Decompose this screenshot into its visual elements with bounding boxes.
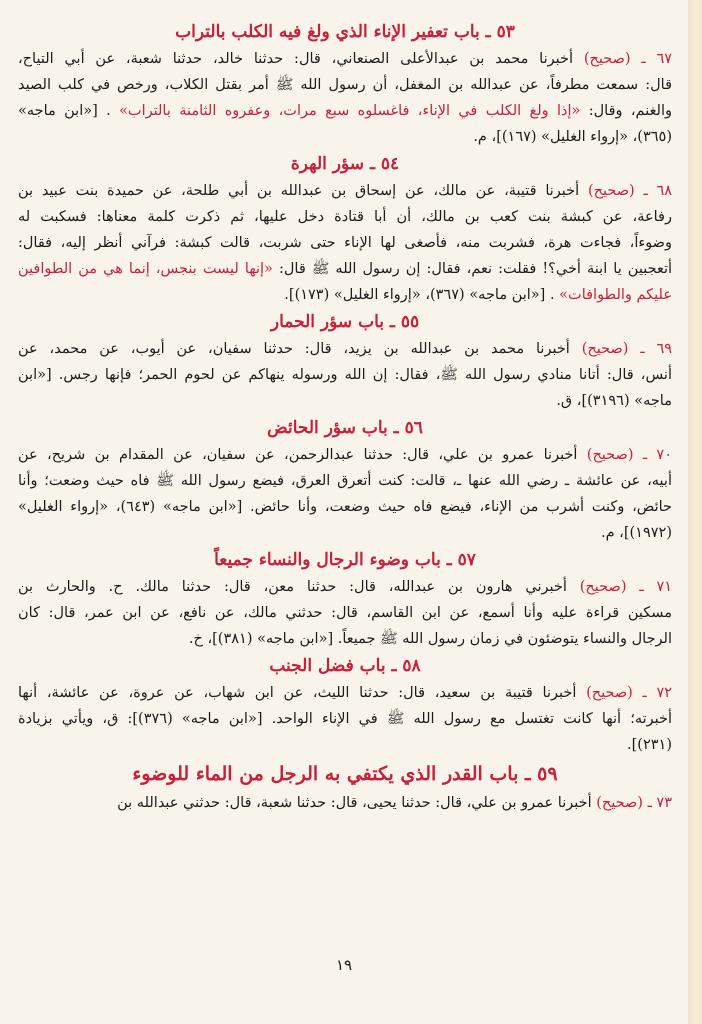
- hadith-grade: (صحيح): [586, 447, 634, 463]
- text-line: [18, 204, 672, 230]
- text-line: [18, 98, 672, 124]
- hadith-block: [18, 574, 672, 652]
- text-line: [18, 124, 672, 150]
- hadith-text: (٢٣١)].: [627, 737, 672, 753]
- hadith-text: أخبرنا محمد بن عبدالأعلى الصنعاني، قال: حدثنا خالد، حدثنا شعبة، عن أبي التياح،: [18, 51, 573, 67]
- text-line: [18, 790, 672, 816]
- hadith-number: ٧٠ ـ: [642, 447, 672, 463]
- text-line: [18, 626, 672, 652]
- text-line: [18, 72, 672, 98]
- text-line: [18, 282, 672, 308]
- hadith-number: ٦٩ ـ: [640, 341, 672, 357]
- page-content: [18, 18, 672, 816]
- hadith-text: وضوءاً، فجاءت هرة، فشربت منه، فأصغى لها الإناء حتى شربت، قالت كبشة: فرآني أنظر إليه، فقال:: [18, 235, 672, 251]
- hadith-text: رفاعة، عن كبشة بنت كعب بن مالك، أن أبا قتادة دخل عليها، ثم ذكرت كلمة معناها: فسكبت له: [18, 209, 672, 225]
- section-heading: ٥٣ ـ باب تعفير الإناء الذي ولغ فيه الكلب بالتراب: [175, 22, 515, 42]
- text-line: [18, 680, 672, 706]
- hadith-text: الرجال والنساء يتوضئون في زمان رسول الله ﷺ جميعاً. [«ابن ماجه» (٣٨١)]، خ.: [188, 631, 672, 647]
- reference-text: . [«ابن ماجه»: [18, 103, 111, 119]
- text-line: [18, 494, 672, 520]
- text-line: [18, 732, 672, 758]
- hadith-block: [18, 790, 672, 816]
- page-number: ١٩: [335, 956, 353, 974]
- text-line: [18, 574, 672, 600]
- text-line: [18, 230, 672, 256]
- text-line: [18, 178, 672, 204]
- text-line: [18, 706, 672, 732]
- hadith-grade: (صحيح): [583, 51, 631, 67]
- text-line: [18, 600, 672, 626]
- hadith-number: ٦٧ ـ: [641, 51, 672, 67]
- hadith-number: ٧١ ـ: [639, 579, 672, 595]
- text-line: [18, 388, 672, 414]
- hadith-text: والغنم، وقال:: [588, 103, 672, 119]
- text-line: [18, 256, 672, 282]
- hadith-grade: (صحيح): [587, 183, 635, 199]
- hadith-number: ٧٢ ـ: [642, 685, 672, 701]
- hadith-grade: (صحيح): [579, 579, 627, 595]
- reference-text: . [«ابن ماجه» (٣٦٧)، «إرواء الغليل» (١٧٣)].: [284, 287, 555, 303]
- text-line: [18, 442, 672, 468]
- hadith-block: [18, 336, 672, 414]
- hadith-text: أخبرنا قتيبة بن سعيد، قال: حدثنا الليث، عن ابن شهاب، عن عروة، عن عائشة، أنها: [18, 685, 577, 701]
- hadith-text: أنس، قال: أتانا منادي رسول الله ﷺ، فقال: إن الله ورسوله ينهاكم عن لحوم الحمر؛ فإنها رجس. [«ابن: [18, 367, 672, 383]
- hadith-number: ٦٨ ـ: [643, 183, 672, 199]
- hadith-grade: (صحيح): [581, 341, 629, 357]
- hadith-text: (١٩٧٢)]، م.: [600, 525, 672, 541]
- prophetic-quote: «إنها ليست بنجس، إنما هي من الطوافين: [18, 261, 273, 277]
- section-heading: ٥٨ ـ باب فضل الجنب: [269, 656, 421, 676]
- hadith-text: أتعجبين يا ابنة أخي؟! فقلت: نعم، فقال: إن رسول الله ﷺ قال:: [279, 261, 672, 277]
- hadith-text: أخبرنا عمرو بن علي، قال: حدثنا عبدالرحمن، عن سفيان، عن المقدام بن شريح، عن: [18, 447, 578, 463]
- text-line: [18, 520, 672, 546]
- hadith-grade: (صحيح): [596, 795, 643, 811]
- section-heading: ٥٩ ـ باب القدر الذي يكتفي به الرجل من الماء للوضوء: [132, 763, 558, 785]
- hadith-text: ماجه» (٣١٩٦)]، ق.: [556, 393, 672, 409]
- hadith-text: (٣٦٥)، «إرواء الغليل» (١٦٧)]، م.: [473, 129, 672, 145]
- hadith-grade: (صحيح): [586, 685, 633, 701]
- page-edge: [688, 0, 702, 1024]
- hadith-text: أخبرنا محمد بن عبدالله بن يزيد، قال: حدثنا سفيان، عن أيوب، عن محمد، عن: [18, 341, 570, 357]
- hadith-text: أخبرته؛ أنها كانت تغتسل مع رسول الله ﷺ في الإناء الواحد. [«ابن ماجه» (٣٧٦)]: ق، ويأتي بزيادة: [18, 711, 672, 727]
- prophetic-quote: عليكم والطوافات»: [559, 287, 672, 303]
- hadith-text: حائض، وكنت أشرب من الإناء، فيضع فاه حيث وضعت، وأنا حائض. [«ابن ماجه» (٦٤٣)، «إرواء الغليل»: [18, 499, 672, 515]
- hadith-text: أخبرني هارون بن عبدالله، قال: حدثنا معن، قال: حدثنا مالك. ح. والحارث بن: [18, 579, 567, 595]
- text-line: [18, 336, 672, 362]
- hadith-number: ٧٣ ـ: [647, 795, 672, 811]
- text-line: [18, 46, 672, 72]
- text-line: [18, 468, 672, 494]
- prophetic-quote: «إذا ولغ الكلب في الإناء، فاغسلوه سبع مرات، وعفروه الثامنة بالتراب»: [119, 103, 581, 119]
- text-line: [18, 362, 672, 388]
- hadith-text: مسكين قراءة عليه وأنا أسمع، عن ابن القاسم، قال: حدثني مالك، عن نافع، عن ابن عمر، قال: كان: [18, 605, 672, 621]
- section-heading: ٥٦ ـ باب سؤر الحائض: [267, 418, 423, 438]
- hadith-text: أبيه، عن عائشة ـ رضي الله عنها ـ، قالت: كنت أتعرق العرق، فيضع رسول الله ﷺ فاه حيث وضعت؛ وأنا: [18, 473, 672, 489]
- section-heading: ٥٧ ـ باب وضوء الرجال والنساء جميعاً: [214, 550, 476, 570]
- section-heading: ٥٤ ـ سؤر الهرة: [290, 154, 400, 174]
- hadith-block: [18, 178, 672, 308]
- hadith-block: [18, 680, 672, 758]
- hadith-text: أخبرنا قتيبة، عن مالك، عن إسحاق بن عبدالله بن أبي طلحة، عن حميدة بنت عبيد بن: [18, 183, 580, 199]
- hadith-block: [18, 46, 672, 150]
- hadith-block: [18, 442, 672, 546]
- hadith-text: أخبرنا عمرو بن علي، قال: حدثنا يحيى، قال: حدثنا شعبة، قال: حدثني عبدالله بن: [117, 795, 592, 811]
- section-heading: ٥٥ ـ باب سؤر الحمار: [270, 312, 420, 332]
- hadith-text: قال: سمعت مطرفاً، عن عبدالله بن المغفل، أن رسول الله ﷺ أمر بقتل الكلاب، ورخص في كلب الصيد: [18, 77, 672, 93]
